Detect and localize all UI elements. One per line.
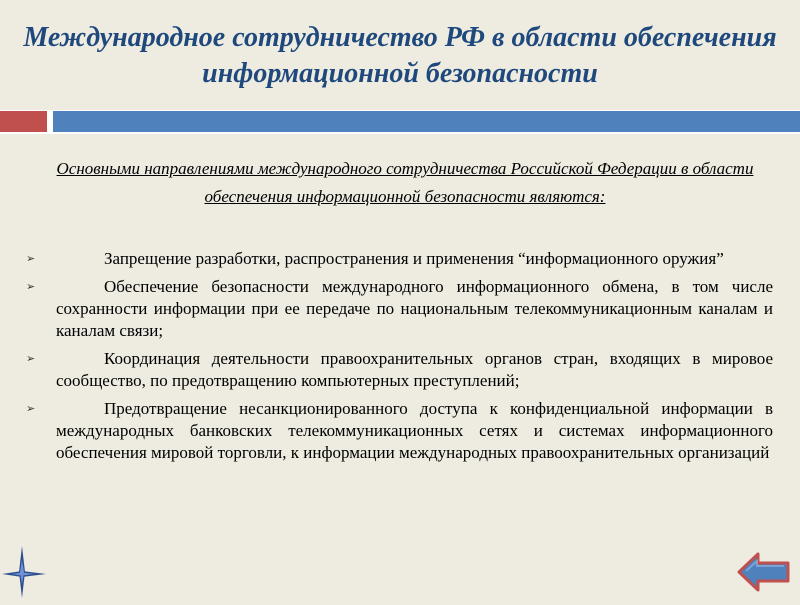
directions-list	[26, 248, 773, 470]
list-item	[26, 398, 773, 464]
back-arrow-icon	[736, 550, 792, 594]
list-item-text: Запрещение разработки, распространения и применения “информационного оружия”	[104, 249, 724, 268]
divider-bar-blue	[53, 111, 800, 132]
list-item	[26, 248, 773, 270]
compass-star-icon	[0, 544, 56, 600]
list-item-text: Координация деятельности правоохранительных органов стран, входящих в мировое сообщество, по предотвращению компьютерных преступлений;	[56, 349, 773, 390]
arrow-bullet-icon: ➢	[26, 403, 36, 415]
slide-title: Международное сотрудничество РФ в области обеспечения информационной безопасности	[23, 22, 777, 89]
list-item-text: Предотвращение несанкционированного доступа к конфиденциальной информации в международных банковских телекоммуникационных сетях и системах информационного обеспечения мировой торговли, к информации международных правоохранительных организаций	[56, 399, 773, 462]
divider-bar-red	[0, 111, 47, 132]
list-item-text: Обеспечение безопасности международного информационного обмена, в том числе сохранности информации при ее передаче по национальным телекоммуникационным каналам и каналам связи;	[56, 277, 773, 340]
back-button[interactable]	[736, 550, 792, 594]
list-item	[26, 276, 773, 342]
arrow-bullet-icon: ➢	[26, 353, 36, 365]
arrow-bullet-icon: ➢	[26, 253, 36, 265]
intro-text: Основными направлениями международного сотрудничества Российской Федерации в области обеспечения информационной безопасности являются:	[56, 159, 754, 206]
list-item	[26, 348, 773, 392]
arrow-bullet-icon: ➢	[26, 281, 36, 293]
